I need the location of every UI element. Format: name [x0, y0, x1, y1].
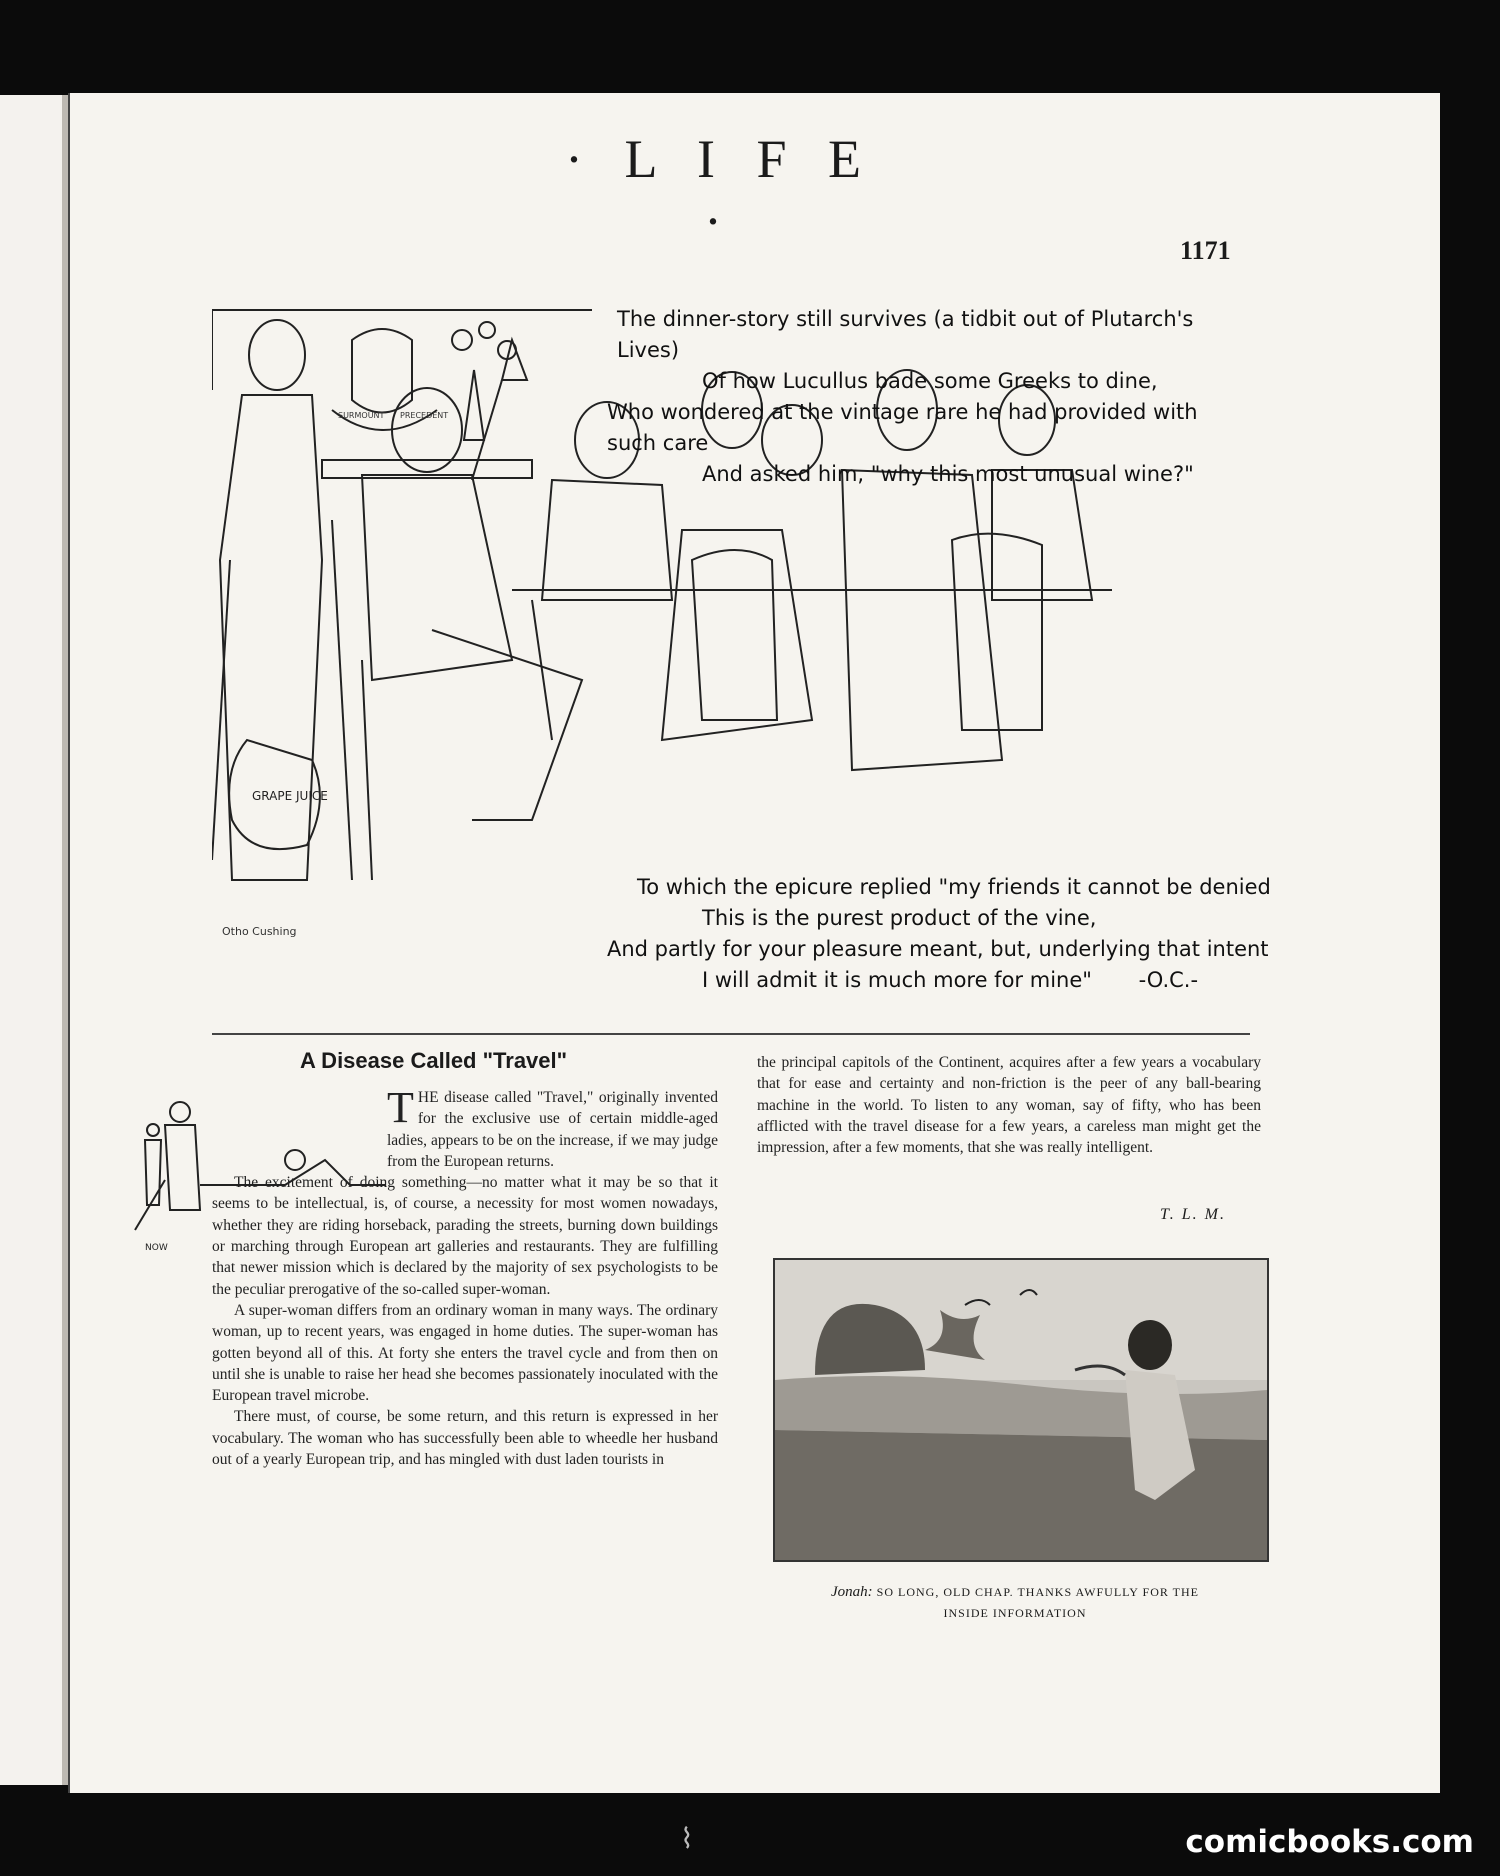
- shield-motto-right: PRECEDENT: [400, 411, 449, 420]
- verse-line: To which the epicure replied "my friends it cannot be denied: [637, 875, 1271, 899]
- article-paragraph: A super-woman differs from an ordinary woman in many ways. The ordinary woman, up to recent years, was engaged in home duties. The super-woman has gotten beyond all of this. At forty she enters the travel cycle and from then on until she is unable to raise her head she becomes passionately inoculated with the European travel microbe.: [212, 1301, 718, 1405]
- caption-line: INSIDE INFORMATION: [943, 1606, 1087, 1620]
- article-paragraph: There must, of course, be some return, and this return is expressed in her vocabulary. The woman who has successfully been able to wheedle her husband out of a yearly European trip, and has mingled with dust laden tourists in: [212, 1408, 718, 1469]
- masthead: · L I F E ·: [565, 129, 875, 251]
- previous-page-edge: [0, 95, 65, 1785]
- article-column-right: [757, 1052, 1261, 1158]
- verse-initials: -O.C.-: [1138, 968, 1199, 992]
- verse-line: And partly for your pleasure meant, but, underlying that intent: [607, 937, 1269, 961]
- jonah-illustration: [773, 1258, 1269, 1562]
- article-paragraph: The excitement of doing something—no matter what it may be so that it seems to be intellectual, is, of course, a necessity for most women nowadays, whether they are riding horseback, parading the streets, burning down buildings or marching through European art galleries and restaurants. They are fulfilling that newer mission which is declared by the majority of sex psychologists to be the peculiar prerogative of the so-called super-woman.: [212, 1174, 718, 1298]
- verse-line: I will admit it is much more for mine": [702, 968, 1092, 992]
- artist-signature: Otho Cushing: [222, 925, 297, 938]
- dinner-cartoon: [212, 300, 1282, 1022]
- caption-line: SO LONG, OLD CHAP. THANKS AWFULLY FOR THE: [876, 1585, 1199, 1599]
- verse-line: And asked him, "why this most unusual wine?": [702, 462, 1194, 486]
- verse-line: The dinner-story still survives (a tidbit out of Plutarch's Lives): [617, 307, 1194, 362]
- site-watermark: comicbooks.com: [1185, 1824, 1474, 1860]
- verse-line: Who wondered at the vintage rare he had provided with such care: [607, 400, 1198, 455]
- article-paragraph: HE disease called "Travel," originally invented for the exclusive use of certain middle-aged ladies, appears to be on the increase, if we may judge from the European returns.: [387, 1089, 718, 1170]
- shield-motto-left: SURMOUNT: [338, 411, 385, 420]
- verse-top: [607, 304, 1247, 490]
- jonah-illustration-drawing: [775, 1260, 1267, 1560]
- article-paragraph: the principal capitols of the Continent, acquires after a few years a vocabulary that for ease and certainty and non-friction is the peer of any ball-bearing machine in the world. To listen to any woman, say of fifty, who has been afflicted with the travel disease for a few years, a careless man might get the impression, after a few moments, that she was really intelligent.: [757, 1054, 1261, 1157]
- sketch-label: NOW: [145, 1243, 168, 1253]
- drop-cap: T: [387, 1083, 414, 1132]
- illustration-caption: [755, 1582, 1275, 1624]
- jug-label: GRAPE JUICE: [252, 789, 328, 803]
- article-title: A Disease Called "Travel": [300, 1048, 568, 1073]
- article-column-left: [212, 1083, 718, 1470]
- section-divider: [212, 1033, 1250, 1035]
- verse-line: This is the purest product of the vine,: [702, 906, 1097, 930]
- caption-speaker: Jonah:: [831, 1584, 873, 1600]
- page-number: 1171: [1180, 236, 1231, 265]
- article-intro: [387, 1083, 718, 1172]
- verse-line: Of how Lucullus bade some Greeks to dine,: [702, 369, 1158, 393]
- article-signature: T. L. M.: [1160, 1206, 1226, 1223]
- binding-mark: ⌇: [680, 1824, 694, 1855]
- verse-bottom: [607, 872, 1277, 996]
